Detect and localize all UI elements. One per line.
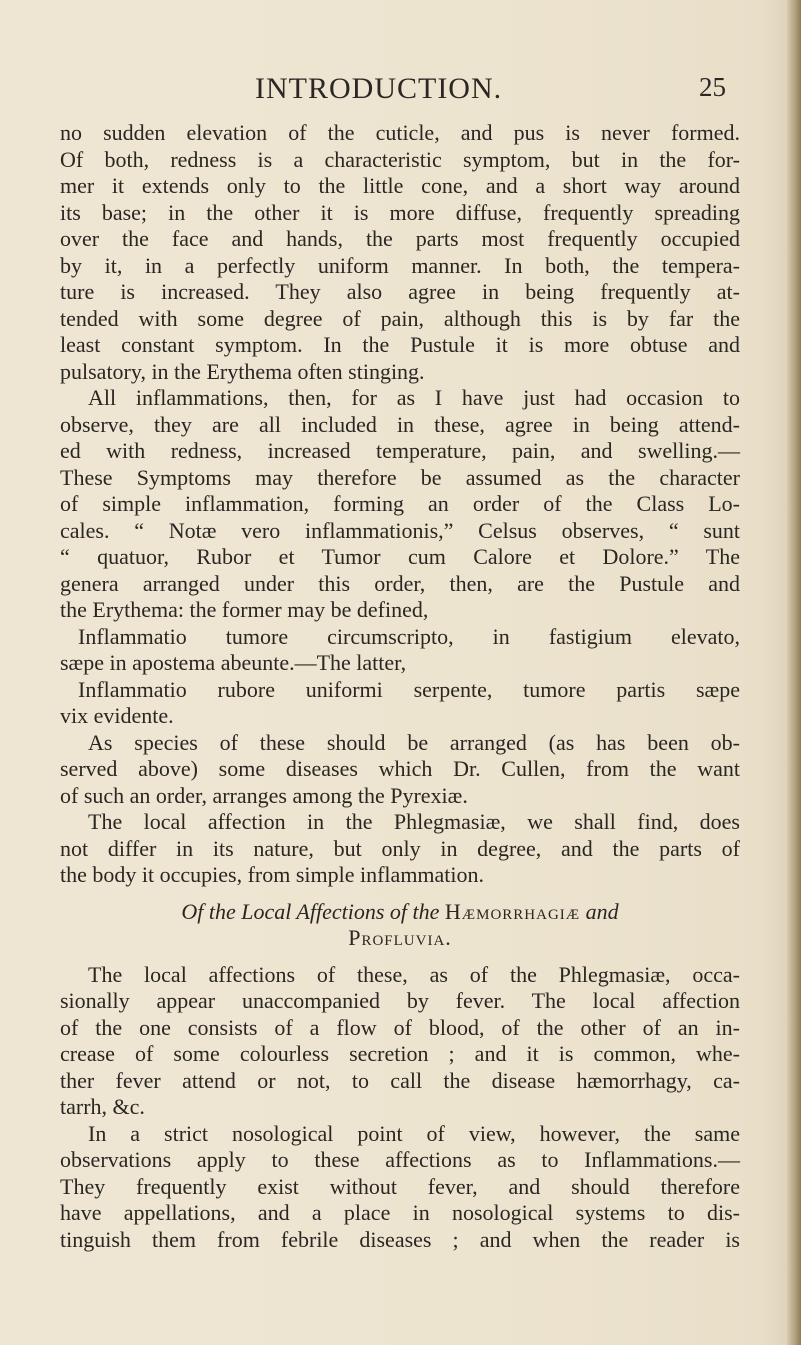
text-line: of the one consists of a flow of blood, of the other of an in- — [60, 1014, 740, 1040]
text-line: “ quatuor, Rubor et Tumor cum Calore et Dolore.” The — [60, 544, 740, 569]
text-line: no sudden elevation of the cuticle, and pus is never formed. — [60, 120, 740, 145]
text-line: of simple inflammation, forming an order of the Class Lo- — [60, 491, 740, 516]
spacer — [60, 952, 740, 962]
text-line: the body it occupies, from simple inflammation. — [60, 862, 485, 887]
section-heading — [60, 899, 740, 926]
text-line: the Erythema: the former may be defined, — [60, 597, 429, 622]
page-header — [100, 72, 750, 112]
text-line: genera arranged under this order, then, are the Pustule and — [60, 570, 740, 596]
section-heading-part: Of the Local Affections of the — [181, 898, 445, 924]
text-line: ture is increased. They also agree in being frequently at- — [60, 279, 740, 304]
text-line: As species of these should be arranged (as has been ob- — [88, 729, 740, 755]
section-heading-part: and — [580, 898, 619, 924]
text-line: by it, in a perfectly uniform manner. In both, the tempera- — [60, 252, 740, 278]
text-line: crease of some colourless secretion ; and it is common, whe- — [60, 1041, 740, 1066]
text-line: pulsatory, in the Erythema often stinging. — [60, 358, 425, 384]
text-line: sæpe in apostema abeunte.—The latter, — [60, 650, 407, 675]
text-line: tinguish them from febrile diseases ; and when the reader is — [60, 1226, 740, 1252]
text-line: its base; in the other it is more diffuse, frequently spreading — [60, 199, 740, 225]
text-line: of such an order, arranges among the Pyrexiæ. — [60, 782, 468, 808]
section-heading-part: Profluvia. — [348, 925, 452, 950]
spacer — [60, 889, 740, 899]
text-line: All inflammations, then, for as I have just had occasion to — [88, 385, 740, 410]
text-line: observations apply to these affections as to Inflammations.— — [60, 1147, 740, 1172]
text-line: tended with some degree of pain, although this is by far the — [60, 305, 740, 331]
text-line: mer it extends only to the little cone, and a short way around — [60, 173, 740, 198]
page-number: 25 — [699, 72, 726, 102]
text-line: They frequently exist without fever, and should therefore — [60, 1173, 740, 1199]
text-line: vix evidente. — [60, 703, 174, 728]
text-line: The local affections of these, as of the Phlegmasiæ, occa- — [88, 961, 740, 987]
text-line: not differ in its nature, but only in degree, and the parts of — [60, 835, 740, 861]
text-line: over the face and hands, the parts most frequently occupied — [60, 226, 740, 251]
text-line: ther fever attend or not, to call the disease hæmorrhagy, ca- — [60, 1067, 740, 1093]
text-line: In a strict nosological point of view, however, the same — [88, 1120, 740, 1146]
text-line: tarrh, &c. — [60, 1094, 145, 1119]
text-line: These Symptoms may therefore be assumed as the character — [60, 464, 740, 490]
body-text — [60, 120, 740, 1253]
text-line: served above) some diseases which Dr. Cullen, from the want — [60, 756, 740, 781]
text-line: Inflammatio rubore uniformi serpente, tumore partis sæpe — [78, 676, 740, 702]
text-line: observe, they are all included in these, agree in being attend- — [60, 411, 740, 437]
text-line: least constant symptom. In the Pustule it is more obtuse and — [60, 332, 740, 357]
text-line: The local affection in the Phlegmasiæ, we shall find, does — [88, 809, 740, 834]
section-heading-part: Hæmorrhagiæ — [444, 898, 581, 924]
text-line: sionally appear unaccompanied by fever. The local affection — [60, 988, 740, 1013]
page-edge — [787, 0, 801, 1345]
text-line: Of both, redness is a characteristic symptom, but in the for- — [60, 146, 740, 172]
text-line: have appellations, and a place in nosological systems to dis- — [60, 1200, 740, 1225]
section-heading-continued — [60, 925, 740, 952]
text-line: ed with redness, increased temperature, pain, and swelling.— — [60, 438, 740, 463]
text-line: cales. “ Notæ vero inflammationis,” Celsus observes, “ sunt — [60, 517, 740, 543]
text-line: Inflammatio tumore circumscripto, in fastigium elevato, — [78, 623, 740, 649]
running-head: INTRODUCTION. — [255, 72, 503, 105]
